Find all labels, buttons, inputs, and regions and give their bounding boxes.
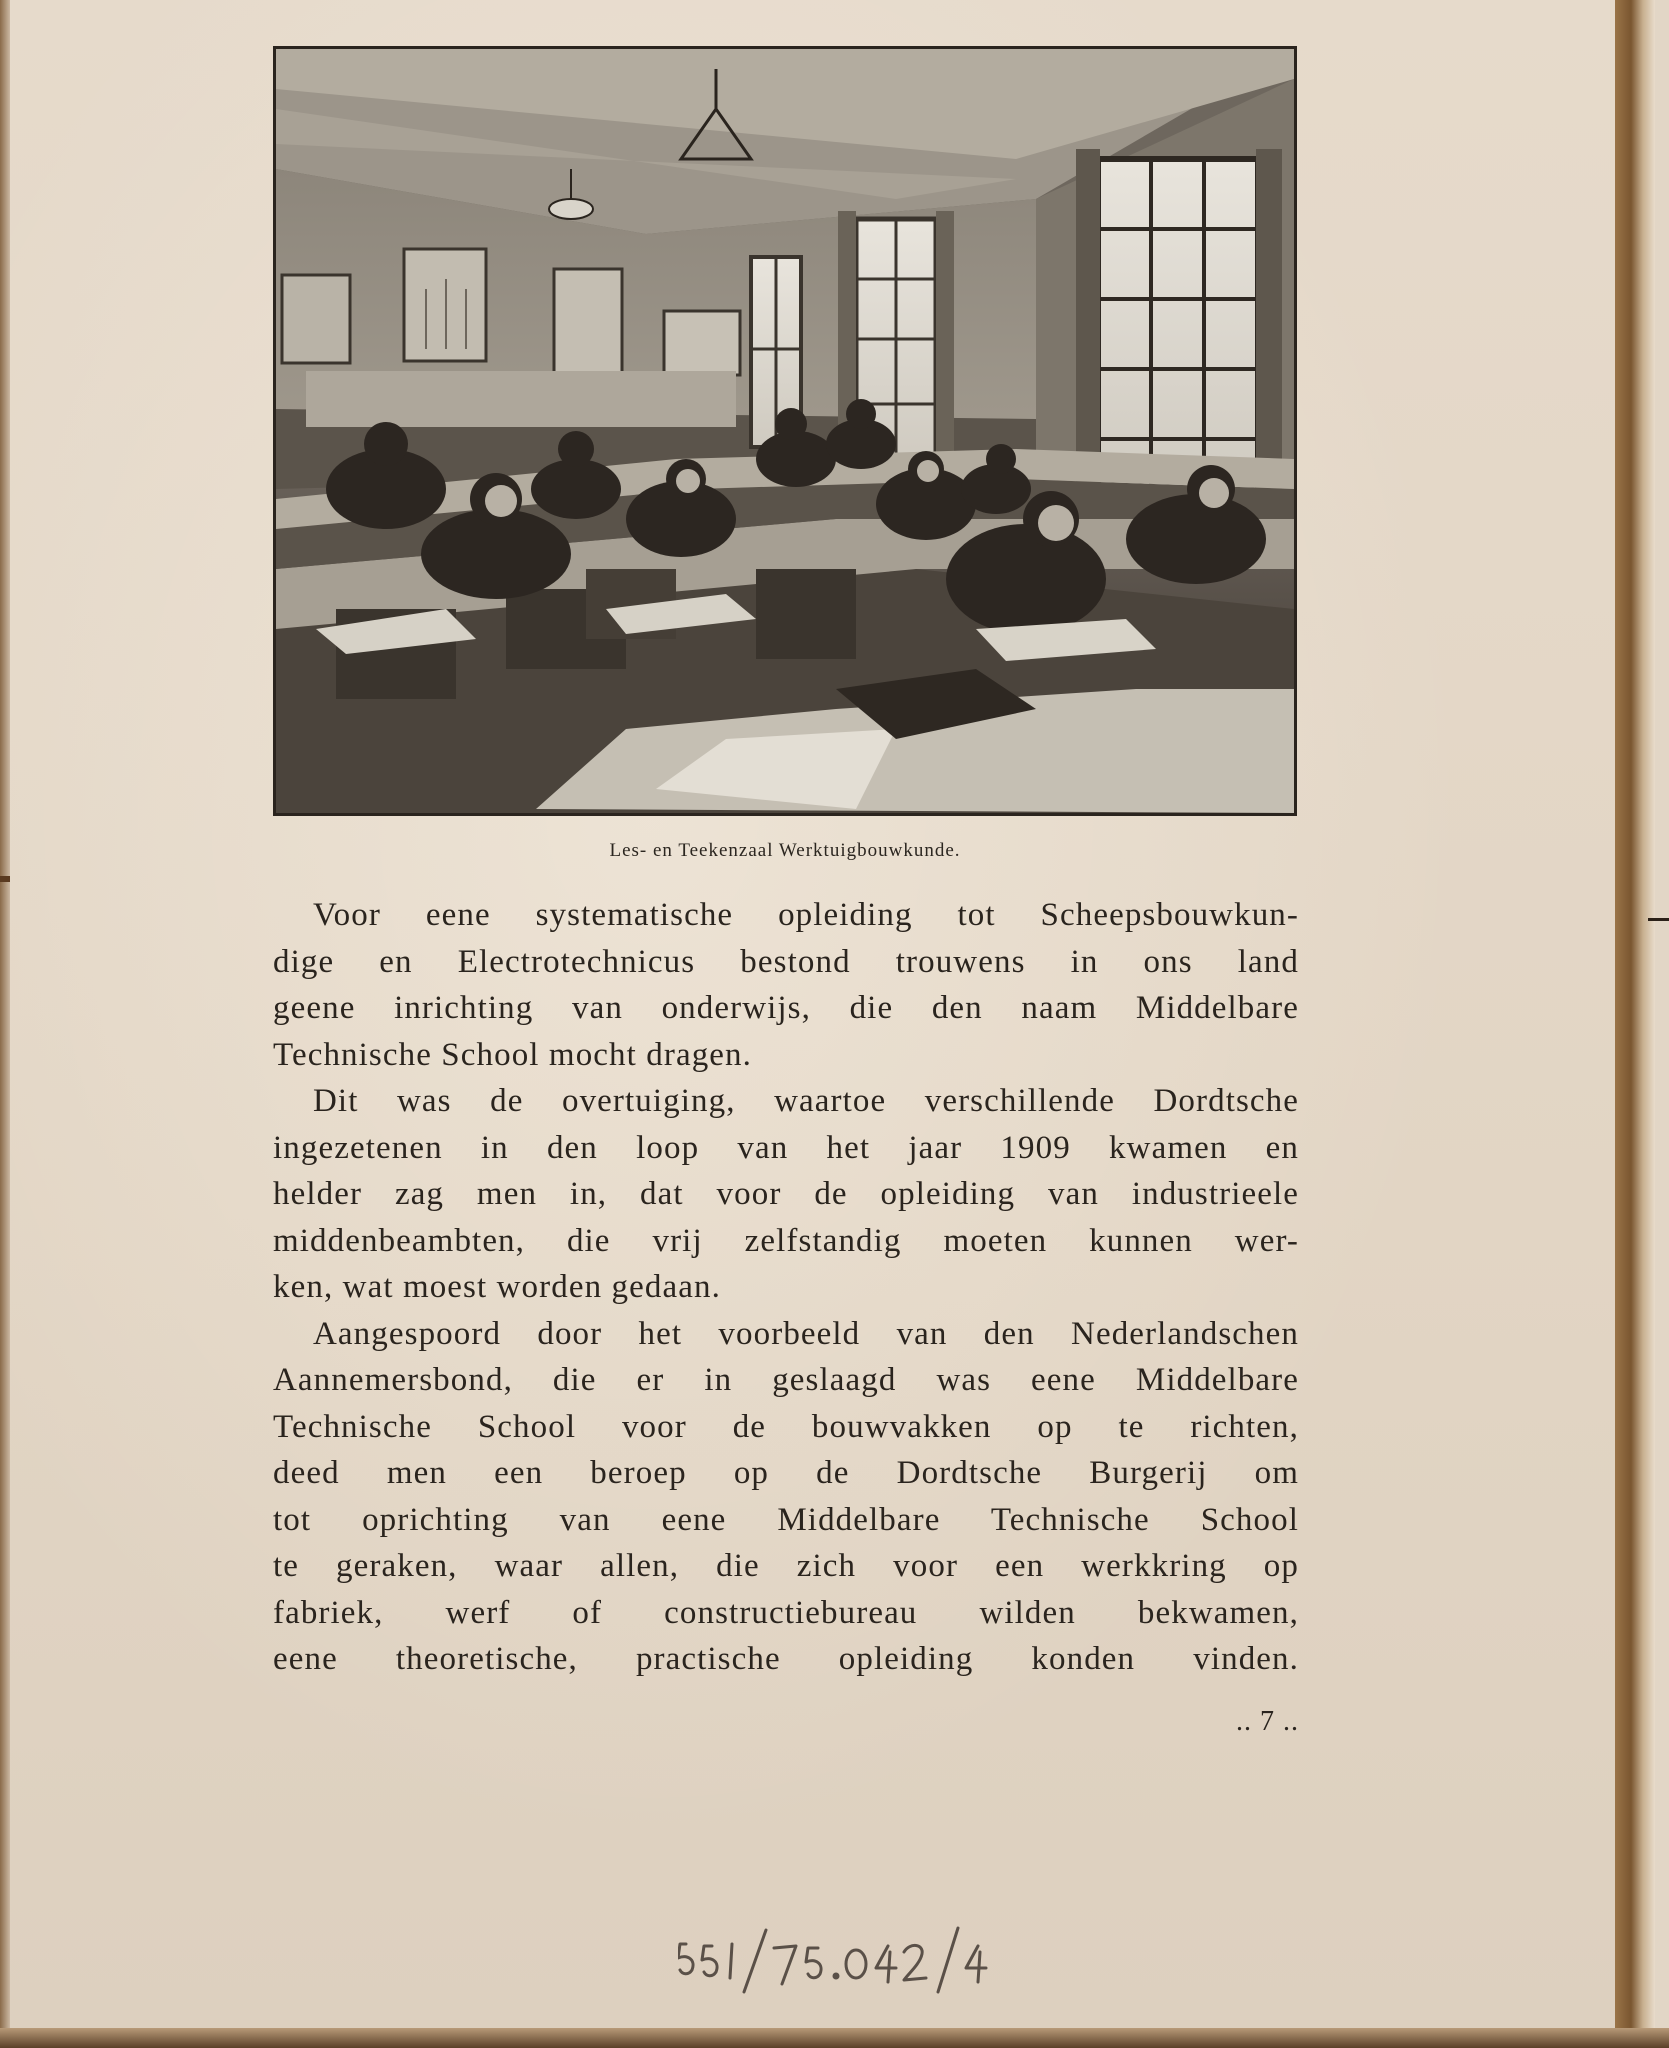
text-line: middenbeambten, die vrij zelfstandig moeten kunnen wer- [273,1222,1299,1259]
text-line: Dit was de overtuiging, waartoe verschillende Dordtsche [313,1083,1299,1119]
bottom-edge [0,2028,1669,2048]
photo-caption: Les- en Teekenzaal Werktuigbouwkunde. [609,840,961,861]
text-line: deed men een beroep op de Dordtsche Burgerij om [273,1455,1299,1491]
text-line: helder zag men in, dat voor de opleiding van industrieele [273,1176,1299,1212]
text-line: geene inrichting van onderwijs, die den naam Middelbare [273,990,1299,1026]
text-line: fabriek, werf of constructiebureau wilden bekwamen, [273,1594,1299,1631]
text-line: Technische School voor de bouwvakken op te richten, [273,1408,1299,1445]
paragraph-2 [273,1078,1299,1311]
left-notch [0,876,10,882]
text-line: Technische School mocht dragen. [273,1036,752,1073]
text-line: Voor eene systematische opleiding tot Scheepsbouwkun- [313,897,1299,933]
classroom-photo [273,46,1297,816]
handwritten-reference [678,1922,1038,2002]
text-line: ingezetenen in den loop van het jaar 1909 kwamen en [273,1129,1299,1166]
edge-mark [1648,918,1669,921]
text-line: Aangespoord door het voorbeeld van den Nederlandschen [313,1315,1299,1352]
text-line: tot oprichting van eene Middelbare Technische School [273,1501,1299,1538]
text-line: Aannemersbond, die er in geslaagd was eene Middelbare [273,1362,1299,1398]
text-line: ken, wat moest worden gedaan. [273,1269,721,1305]
classroom-photo-icon [276,49,1294,813]
paragraph-3 [273,1311,1299,1683]
body-text [273,892,1299,1683]
text-line: dige en Electrotechnicus bestond trouwens in ons land [273,943,1299,980]
paper-sheet [10,0,1618,2028]
page-number: .. 7 .. [1236,1706,1299,1737]
text-line: te geraken, waar allen, die zich voor een werkkring op [273,1548,1299,1584]
paragraph-1 [273,892,1299,1078]
text-line: eene theoretische, practische opleiding konden vinden. [273,1641,1299,1677]
book-spine-edge [1615,0,1655,2048]
